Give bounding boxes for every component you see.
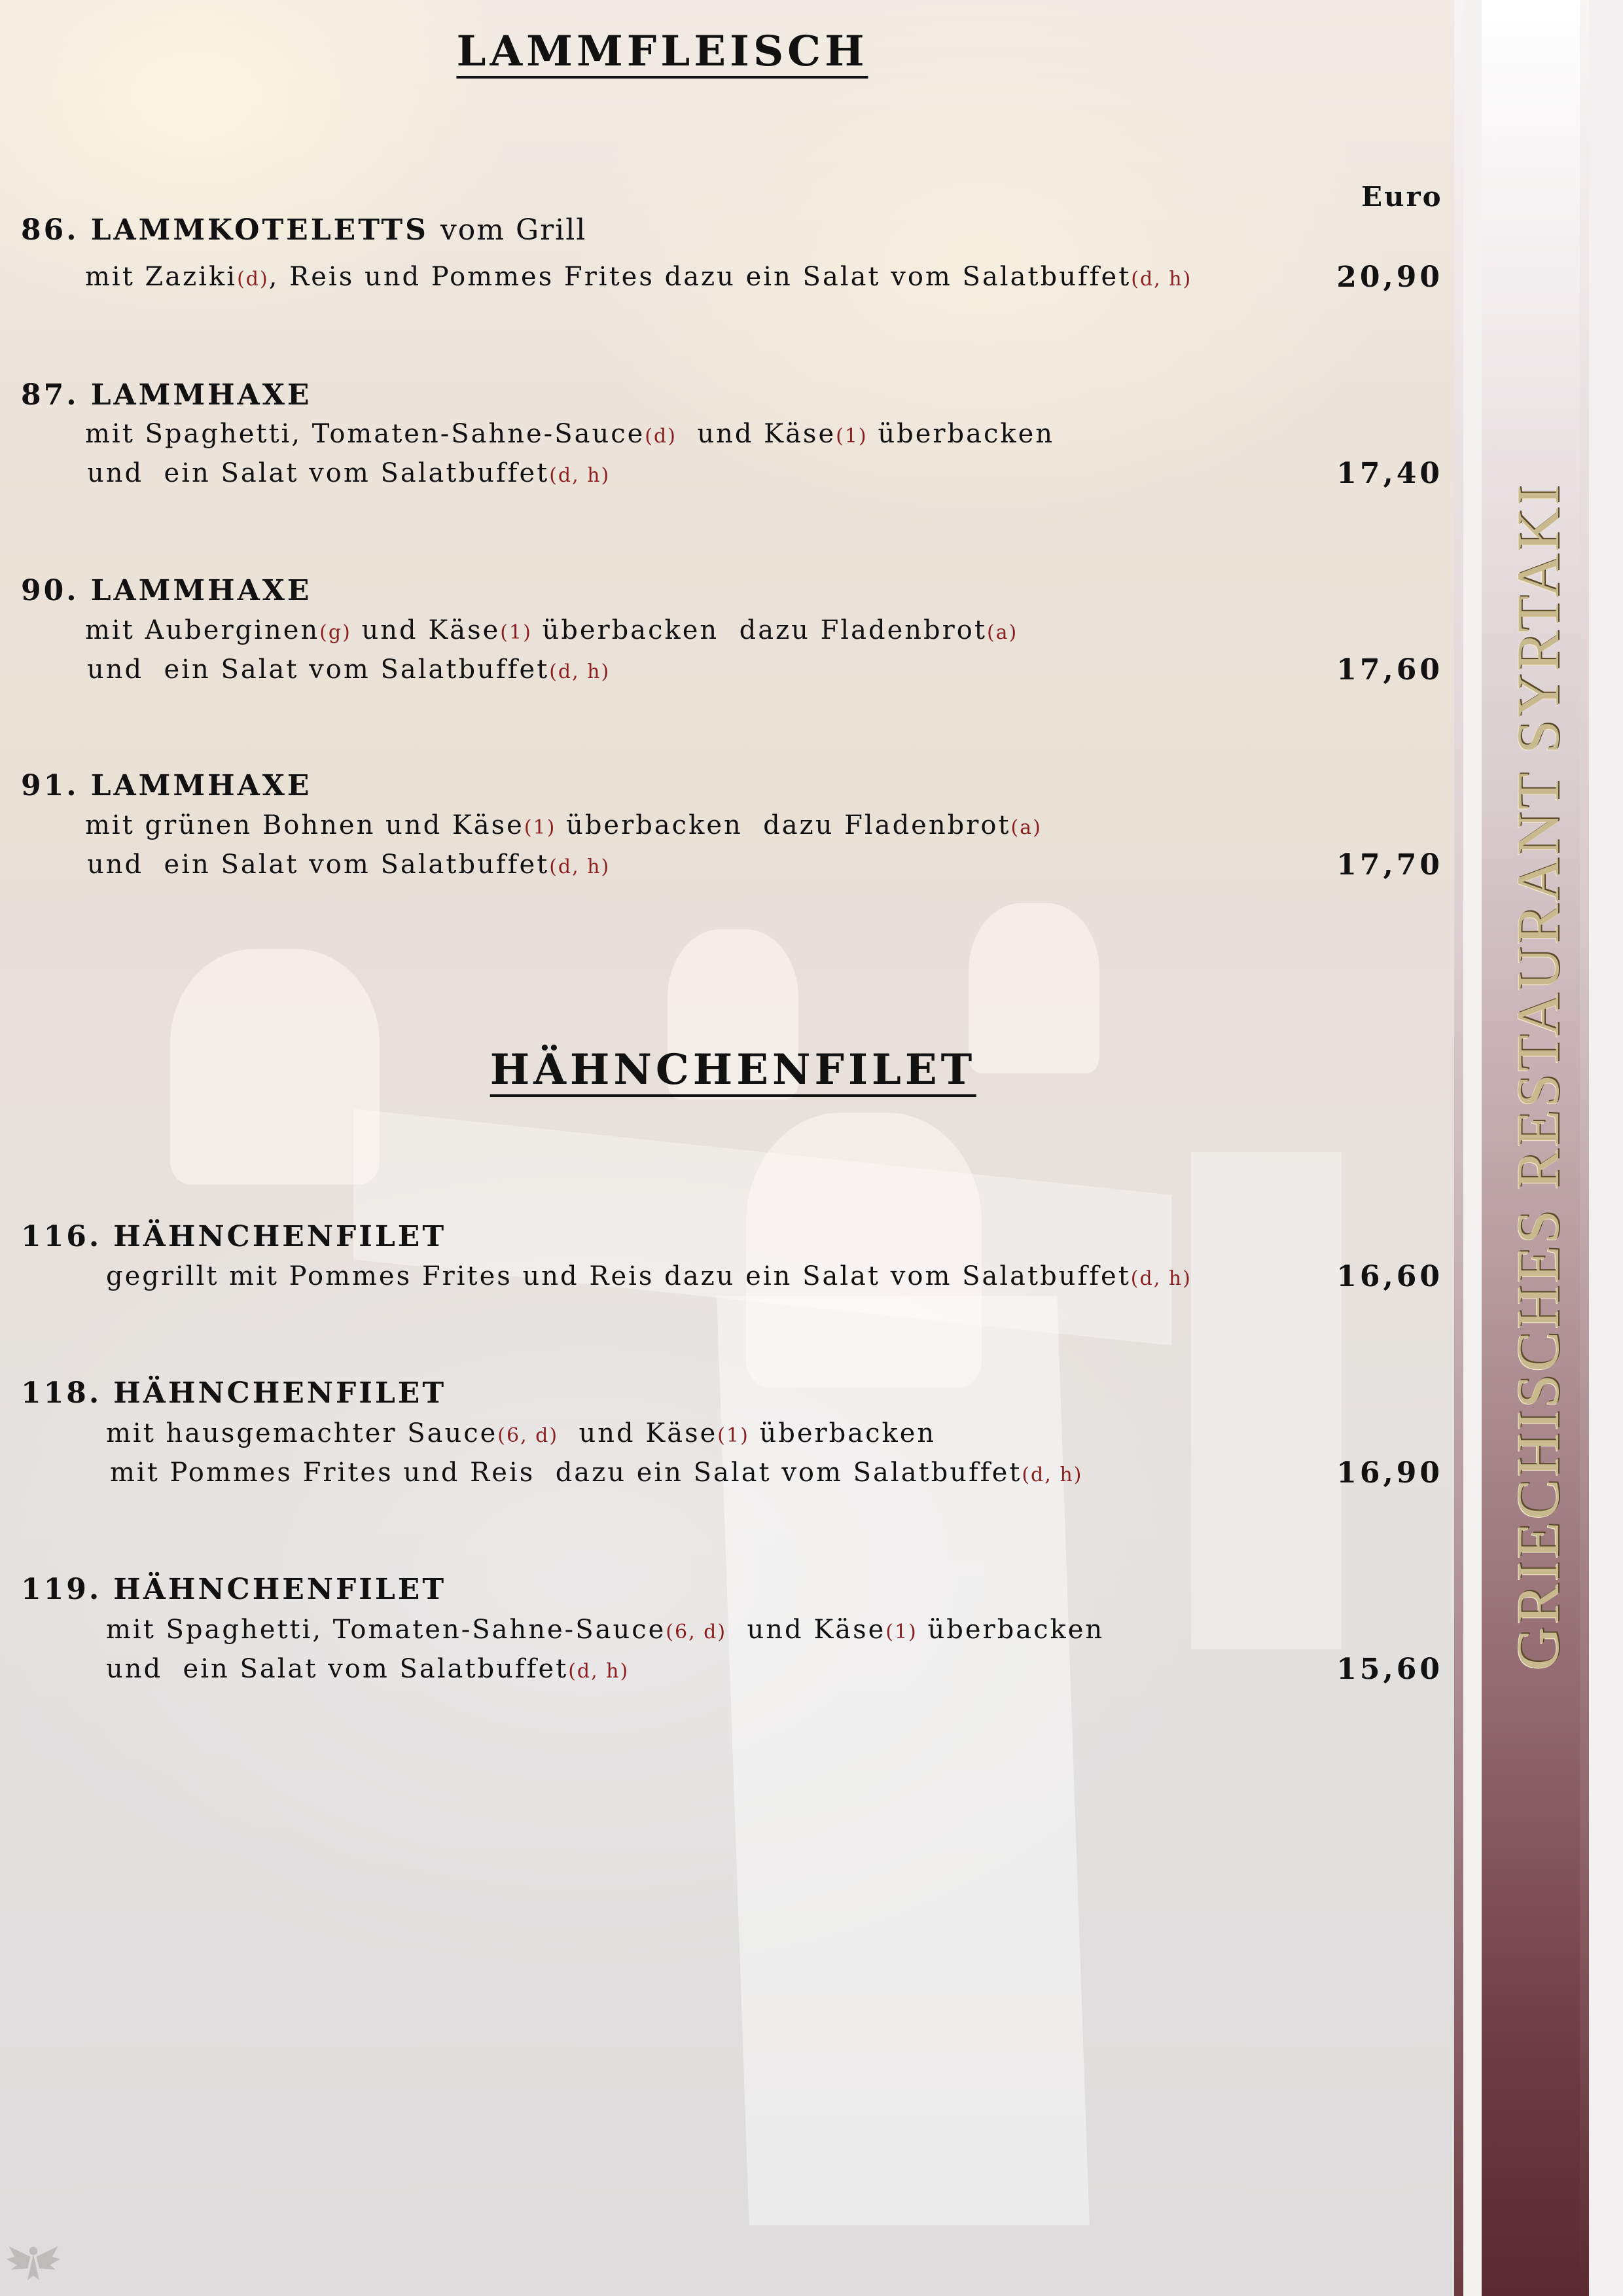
- sidebar-stripe: [1580, 0, 1589, 2296]
- item-description: [110, 1458, 1082, 1488]
- item-price: 20,90: [1336, 260, 1443, 294]
- item-description: [106, 1654, 629, 1684]
- item-description: [106, 1418, 936, 1448]
- double-eagle-emblem-icon: [4, 2233, 63, 2292]
- allergen-code: (d, h): [1131, 268, 1192, 291]
- description-text: und ein Salat vom Salatbuffet: [87, 850, 550, 880]
- description-text: überbacken: [917, 1615, 1105, 1645]
- description-text: mit Auberginen: [85, 615, 320, 645]
- sidebar-margin: [1589, 0, 1623, 2296]
- item-description: [85, 615, 1018, 645]
- item-heading: [21, 574, 312, 607]
- description-text: und Käse: [726, 1615, 886, 1645]
- description-text: mit Spaghetti, Tomaten-Sahne-Sauce: [85, 419, 645, 449]
- allergen-code: (d, h): [568, 1660, 630, 1683]
- item-description: [85, 262, 1192, 292]
- item-description: [87, 655, 610, 685]
- description-text: mit Spaghetti, Tomaten-Sahne-Sauce: [106, 1615, 666, 1645]
- description-text: und Käse: [676, 419, 836, 449]
- description-text: überbacken: [867, 419, 1055, 449]
- item-number: 118.: [21, 1376, 102, 1410]
- item-price: 17,70: [1336, 848, 1443, 882]
- description-text: , Reis und Pommes Frites dazu ein Salat vom Salatbuffet: [268, 262, 1132, 292]
- section-title-chicken: HÄHNCHENFILET: [490, 1047, 976, 1097]
- description-text: und ein Salat vom Salatbuffet: [87, 655, 550, 685]
- item-price: 17,60: [1336, 653, 1443, 687]
- allergen-code: (d, h): [549, 660, 611, 683]
- allergen-code: (d, h): [549, 464, 611, 487]
- allergen-code: (1): [717, 1424, 749, 1447]
- allergen-code: (a): [1010, 816, 1042, 839]
- description-text: mit grünen Bohnen und Käse: [85, 810, 524, 840]
- description-text: überbacken dazu Fladenbrot: [556, 810, 1011, 840]
- background-napkin: [746, 1113, 982, 1388]
- description-text: mit Pommes Frites und Reis dazu ein Salat vom Salatbuffet: [110, 1458, 1022, 1488]
- item-description: [87, 850, 610, 880]
- sidebar-edge: [1454, 0, 1463, 2296]
- background-napkin: [969, 903, 1099, 1073]
- item-name: LAMMKOTELETTS: [90, 213, 429, 247]
- description-text: überbacken dazu Fladenbrot: [531, 615, 987, 645]
- item-number: 86.: [21, 213, 79, 247]
- description-text: und ein Salat vom Salatbuffet: [87, 458, 550, 488]
- restaurant-name: GRIECHISCHES RESTAURANT SYRTAKI: [1505, 482, 1571, 1671]
- allergen-code: (6, d): [497, 1424, 559, 1447]
- description-text: gegrillt mit Pommes Frites und Reis dazu ein Salat vom Salatbuffet: [106, 1261, 1131, 1291]
- allergen-code: (1): [524, 816, 556, 839]
- item-name: HÄHNCHENFILET: [113, 1376, 447, 1410]
- item-name: LAMMHAXE: [90, 378, 312, 412]
- item-description: [87, 458, 610, 488]
- description-text: überbacken: [749, 1418, 936, 1448]
- item-name-suffix: vom Grill: [440, 213, 587, 247]
- item-heading: [21, 1220, 446, 1253]
- item-number: 87.: [21, 378, 79, 412]
- currency-label: Euro: [1361, 181, 1443, 213]
- item-description: [106, 1261, 1192, 1291]
- item-number: 119.: [21, 1573, 102, 1606]
- item-heading: [21, 1376, 446, 1410]
- allergen-code: (a): [986, 621, 1018, 644]
- item-heading: [21, 769, 312, 802]
- background-tablecloth: [1191, 1152, 1342, 1649]
- allergen-code: (1): [500, 621, 532, 644]
- item-description: [85, 419, 1054, 449]
- item-price: 16,60: [1336, 1260, 1443, 1293]
- item-price: 15,60: [1336, 1653, 1443, 1686]
- item-price: 16,90: [1336, 1456, 1443, 1490]
- description-text: und ein Salat vom Salatbuffet: [106, 1654, 569, 1684]
- item-name: HÄHNCHENFILET: [113, 1220, 447, 1253]
- item-heading: [21, 378, 312, 412]
- item-heading: [21, 1573, 446, 1606]
- allergen-code: (g): [319, 621, 351, 644]
- allergen-code: (d, h): [549, 855, 611, 878]
- item-name: HÄHNCHENFILET: [113, 1573, 447, 1606]
- allergen-code: (d, h): [1130, 1267, 1192, 1290]
- background-napkin: [170, 949, 380, 1185]
- sidebar-gap: [1463, 0, 1482, 2296]
- item-number: 90.: [21, 574, 79, 607]
- description-text: und Käse: [351, 615, 501, 645]
- description-text: mit hausgemachter Sauce: [106, 1418, 498, 1448]
- allergen-code: (d): [237, 268, 269, 291]
- allergen-code: (d): [645, 425, 677, 448]
- allergen-code: (6, d): [666, 1621, 727, 1643]
- item-heading: [21, 213, 586, 247]
- allergen-code: (1): [885, 1621, 918, 1643]
- item-name: LAMMHAXE: [90, 769, 312, 802]
- item-number: 116.: [21, 1220, 102, 1253]
- item-price: 17,40: [1336, 457, 1443, 490]
- allergen-code: (1): [836, 425, 868, 448]
- item-description: [85, 810, 1042, 840]
- allergen-code: (d, h): [1022, 1463, 1083, 1486]
- section-title-lamb: LAMMFLEISCH: [456, 29, 868, 79]
- description-text: und Käse: [558, 1418, 718, 1448]
- description-text: mit Zaziki: [85, 262, 238, 292]
- item-description: [106, 1615, 1104, 1645]
- item-name: LAMMHAXE: [90, 574, 312, 607]
- item-number: 91.: [21, 769, 79, 802]
